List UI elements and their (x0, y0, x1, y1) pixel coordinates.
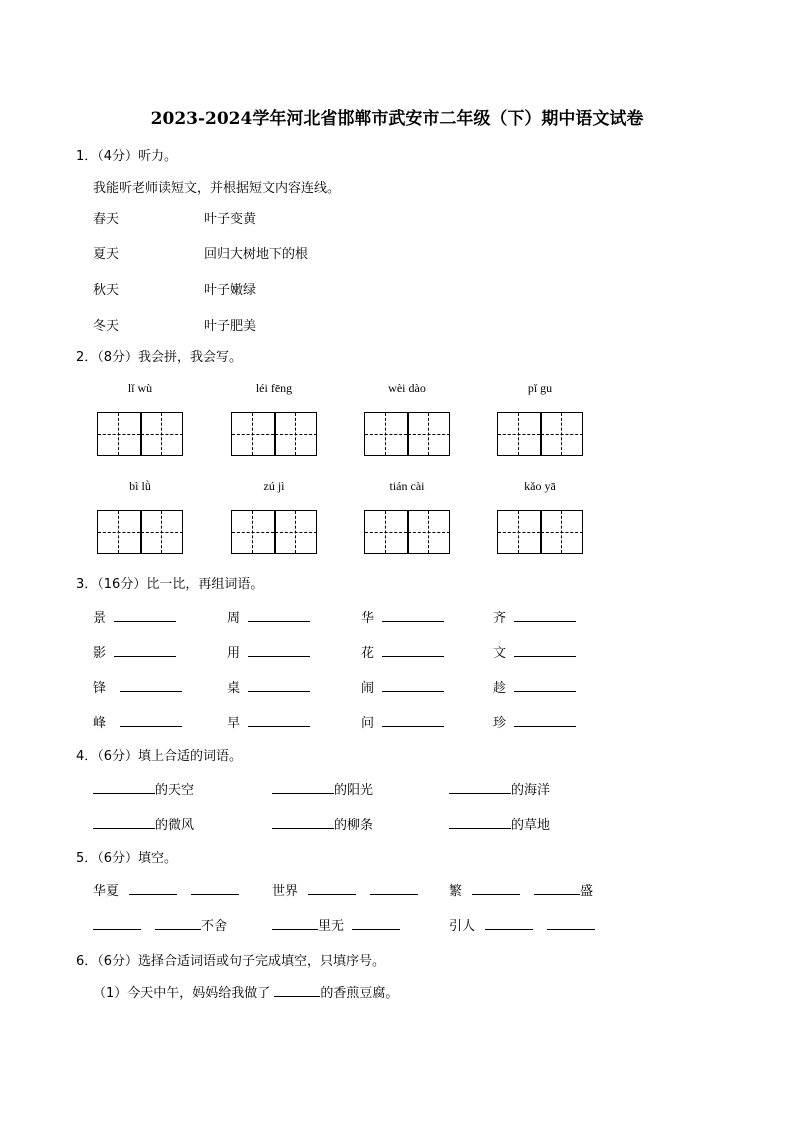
pinyin-label: bì lǜ (129, 479, 151, 493)
answer-blank[interactable] (248, 642, 310, 657)
answer-blank[interactable] (485, 915, 533, 930)
answer-blank[interactable] (547, 915, 595, 930)
q3-char-item (227, 712, 310, 731)
q4-item (272, 814, 373, 833)
pinyin-label: tián cài (389, 479, 425, 493)
answer-blank[interactable] (272, 915, 318, 930)
q1-right-item: 叶子嫩绿 (204, 283, 257, 298)
q3-char: 花 (361, 646, 375, 661)
q2-heading: 2．（8分）我会拼，我会写。 (76, 350, 243, 365)
answer-blank[interactable] (93, 915, 141, 930)
q4-item-text: 的海洋 (511, 783, 551, 798)
q3-char-item (493, 642, 576, 661)
pinyin-label: zú jì (263, 479, 285, 493)
writing-grid[interactable] (364, 412, 450, 456)
q1-right-item: 回归大树地下的根 (204, 247, 309, 262)
writing-grid[interactable] (231, 510, 317, 554)
q3-char-item (493, 712, 576, 731)
answer-blank[interactable] (248, 677, 310, 692)
q3-char-item (93, 607, 176, 626)
pinyin-label: wèi dào (388, 381, 426, 395)
q3-char-item (227, 677, 310, 696)
writing-grid[interactable] (231, 412, 317, 456)
q3-char-item (93, 712, 182, 731)
answer-blank[interactable] (191, 880, 239, 895)
q3-char: 影 (93, 646, 107, 661)
q5-word: 世界 (272, 884, 299, 899)
q3-char: 景 (93, 611, 107, 626)
pinyin-label: lǐ wù (127, 381, 153, 395)
q3-char: 问 (361, 716, 375, 731)
q3-char-item (361, 607, 444, 626)
answer-blank[interactable] (449, 779, 511, 794)
answer-blank[interactable] (382, 607, 444, 622)
q3-char-item (361, 712, 444, 731)
answer-blank[interactable] (120, 712, 182, 727)
answer-blank[interactable] (514, 607, 576, 622)
answer-blank[interactable] (272, 779, 334, 794)
answer-blank[interactable] (248, 712, 310, 727)
q3-char: 早 (227, 716, 241, 731)
q3-char-item (361, 677, 444, 696)
answer-blank[interactable] (93, 779, 155, 794)
q6-item-suffix: 的香煎豆腐。 (320, 986, 399, 1001)
q5-heading: 5．（6分）填空。 (76, 851, 178, 866)
q3-char-item (361, 642, 444, 661)
pinyin-label: pǐ gu (527, 381, 553, 395)
q3-char: 文 (493, 646, 507, 661)
q4-item-text: 的柳条 (334, 818, 374, 833)
q3-char-item (493, 677, 576, 696)
answer-blank[interactable] (114, 607, 176, 622)
q6-item-1 (93, 982, 398, 1001)
q6-item-prefix: （1）今天中午，妈妈给我做了 (93, 986, 271, 1001)
q5-word: 不舍 (201, 919, 228, 934)
q3-char: 珍 (493, 716, 507, 731)
answer-blank[interactable] (449, 814, 511, 829)
answer-blank[interactable] (472, 880, 520, 895)
writing-grid[interactable] (497, 412, 583, 456)
q3-char: 用 (227, 646, 241, 661)
q3-char: 周 (227, 611, 241, 626)
q3-char: 趁 (493, 681, 507, 696)
q3-char-item (93, 677, 182, 696)
q1-right-item: 叶子变黄 (204, 212, 257, 227)
q3-char-item (227, 642, 310, 661)
writing-grid[interactable] (97, 412, 183, 456)
q3-char-item (493, 607, 576, 626)
q5-item (93, 915, 227, 934)
q3-heading: 3．（16分）比一比，再组词语。 (76, 577, 264, 592)
q4-item (272, 779, 373, 798)
q5-item (272, 880, 418, 899)
q1-left-item: 冬天 (93, 319, 120, 334)
q3-char: 华 (361, 611, 375, 626)
q3-char: 齐 (493, 611, 507, 626)
writing-grid[interactable] (497, 510, 583, 554)
answer-blank[interactable] (248, 607, 310, 622)
q3-char: 桌 (227, 681, 241, 696)
q4-item (449, 814, 550, 833)
q4-heading: 4．（6分）填上合适的词语。 (76, 749, 243, 764)
q3-char-item (93, 642, 176, 661)
q3-char: 峰 (93, 716, 107, 731)
page-title: 2023-2024学年河北省邯郸市武安市二年级（下）期中语文试卷 (150, 109, 644, 129)
writing-grid[interactable] (97, 510, 183, 554)
q5-word: 里无 (318, 919, 345, 934)
q1-left-item: 秋天 (93, 283, 120, 298)
q1-left-item: 春天 (93, 212, 120, 227)
q6-heading: 6．（6分）选择合适词语或句子完成填空，只填序号。 (76, 954, 386, 969)
q1-instruction: 我能听老师读短文，并根据短文内容连线。 (93, 181, 341, 196)
q4-item-text: 的阳光 (334, 783, 374, 798)
q4-item (93, 814, 194, 833)
q1-right-item: 叶子肥美 (204, 319, 257, 334)
q5-item (272, 915, 400, 934)
answer-blank[interactable] (534, 880, 580, 895)
answer-blank[interactable] (514, 712, 576, 727)
q5-item (449, 915, 595, 934)
q1-heading: 1．（4分）听力。 (76, 149, 178, 164)
q4-item-text: 的草地 (511, 818, 551, 833)
q5-item (449, 880, 593, 899)
answer-blank[interactable] (382, 642, 444, 657)
q5-word: 繁 (449, 884, 463, 899)
answer-blank[interactable] (274, 982, 320, 997)
q4-item-text: 的微风 (155, 818, 195, 833)
writing-grid[interactable] (364, 510, 450, 554)
q5-word: 盛 (580, 884, 594, 899)
answer-blank[interactable] (114, 642, 176, 657)
answer-blank[interactable] (514, 642, 576, 657)
answer-blank[interactable] (308, 880, 356, 895)
q4-item-text: 的天空 (155, 783, 195, 798)
q4-item (93, 779, 194, 798)
q5-item (93, 880, 239, 899)
q4-item (449, 779, 550, 798)
answer-blank[interactable] (93, 814, 155, 829)
q3-char-item (227, 607, 310, 626)
pinyin-label: léi fēng (255, 381, 293, 395)
q5-word: 华夏 (93, 884, 120, 899)
answer-blank[interactable] (352, 915, 400, 930)
q3-char: 闹 (361, 681, 375, 696)
answer-blank[interactable] (129, 880, 177, 895)
answer-blank[interactable] (272, 814, 334, 829)
answer-blank[interactable] (514, 677, 576, 692)
q5-word: 引人 (449, 919, 476, 934)
answer-blank[interactable] (155, 915, 201, 930)
q1-left-item: 夏天 (93, 247, 120, 262)
q3-char: 锋 (93, 681, 107, 696)
answer-blank[interactable] (382, 677, 444, 692)
answer-blank[interactable] (370, 880, 418, 895)
pinyin-label: kǎo yā (524, 479, 556, 493)
answer-blank[interactable] (382, 712, 444, 727)
answer-blank[interactable] (120, 677, 182, 692)
